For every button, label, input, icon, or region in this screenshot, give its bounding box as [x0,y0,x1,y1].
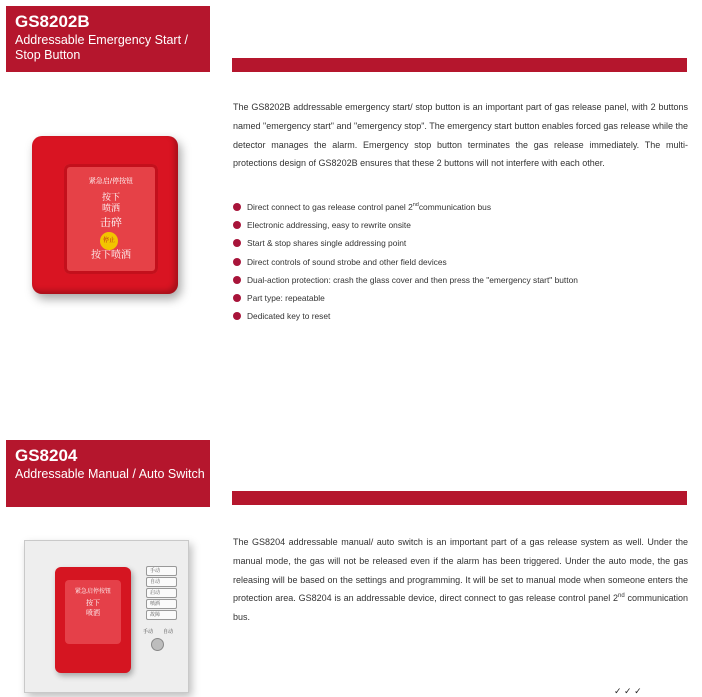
product-name: Addressable Manual / Auto Switch [15,467,205,481]
feature-item [232,309,578,327]
device-label-press-spray: 按下喷洒 [91,250,131,261]
device-label-spray: 喷洒 [86,609,100,617]
product-code: GS8202B [15,12,90,31]
feature-text: Dual-action protection: crash the glass cover and then press the "emergency start" button [247,274,578,285]
auto-label: 自动 [163,629,174,635]
device-label-top: 紧急启/停按钮 [88,177,134,185]
product-code: GS8204 [15,446,78,465]
product-description [233,98,688,173]
device-label-press: 按下 [86,599,100,607]
section-divider-bar [232,491,687,505]
switch-red-window [65,580,121,644]
feature-item [232,255,578,273]
device-label-press: 按下 [101,193,120,203]
feature-text: Part type: repeatable [247,292,325,303]
feature-list [232,200,578,327]
key-switch-icon [151,638,164,651]
feature-item [232,273,578,291]
feature-item [232,200,578,218]
feature-item [232,236,578,254]
device-label-spray: 喷洒 [101,204,120,214]
feature-text: Direct controls of sound strobe and other field devices [247,256,447,267]
product-name: Addressable Emergency Start / Stop Button [15,33,188,62]
bullet-icon [233,258,241,266]
feature-text: Start & stop shares single addressing point [247,238,407,249]
bullet-icon [233,312,241,320]
section-divider-bar [232,58,687,72]
bullet-icon [233,294,241,302]
emergency-button-window [64,164,158,274]
feature-text: Electronic addressing, easy to rewrite onsite [247,220,411,231]
description-sup: nd [618,593,625,600]
corner-marks: ✓ ✓ ✓ [614,686,642,696]
device-label-top: 紧急启停按钮 [74,588,111,595]
feature-sup: nd [412,202,419,209]
bullet-icon [233,203,241,211]
product-title-tag [6,6,210,72]
feature-text-after: communication bus [418,202,492,212]
product-title-tag [6,440,210,507]
feature-text: Dedicated key to reset [247,311,331,322]
bullet-icon [233,239,241,247]
feature-item [232,291,578,309]
feature-item [232,218,578,236]
device-label-break: 击碎 [100,216,122,229]
description-text-after: communication bus. [233,593,688,623]
led-indicator: 手动 [146,566,177,576]
led-indicator: 自动 [146,577,177,587]
led-indicator: 启动 [146,588,177,598]
description-text: The GS8202B addressable emergency start/ stop button is an important part of gas release panel, with 2 buttons named "emergency start" and "emergency stop". The emergency start button enables forced gas release while the detector manages the alarm. Emergency stop button terminates the gas release immediately. The multi-protections design of GS8202B ensures that these 2 buttons will not interfere with each other. [233,102,688,169]
product-description [233,533,688,627]
led-indicator: 故障 [146,610,177,620]
manual-label: 手动 [143,629,154,635]
bullet-icon [233,276,241,284]
feature-text: Direct connect to gas release control panel 2 [247,202,413,212]
description-text: The GS8204 addressable manual/ auto switch is an important part of a gas release system as well. Under the manual mode, the gas will not be released even if the alarm has been triggered. Under the auto mode, the gas releasing will be based on the settings and programming. It will be set to manual mode when someone enters the protection area. GS8204 is an addressable device, direct connect to gas release control panel 2 [233,537,688,604]
bullet-icon [233,221,241,229]
led-indicator: 喷洒 [146,599,177,609]
stop-button-circle: 停止 [100,232,118,250]
